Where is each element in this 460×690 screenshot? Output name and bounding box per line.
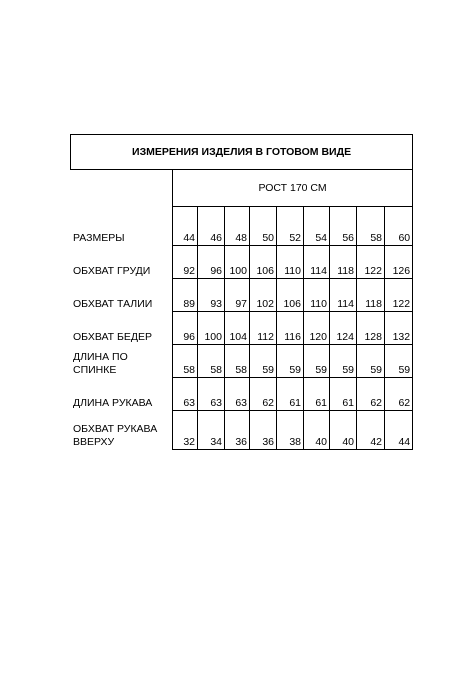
table-cell: 38 [277, 411, 304, 450]
table-cell: 59 [304, 345, 330, 378]
table-cell: 59 [385, 345, 413, 378]
table-cell: 40 [330, 411, 357, 450]
table-cell: 118 [357, 279, 385, 312]
table-cell: 102 [250, 279, 277, 312]
table-cell: 104 [225, 312, 250, 345]
table-cell: 63 [225, 378, 250, 411]
table-row [71, 246, 413, 279]
table-cell: 56 [330, 207, 357, 246]
table-cell: 50 [250, 207, 277, 246]
table-cell: 58 [225, 345, 250, 378]
table-cell: 62 [250, 378, 277, 411]
table-cell: 114 [330, 279, 357, 312]
table-cell: 126 [385, 246, 413, 279]
table-cell: 92 [173, 246, 198, 279]
table-cell: 40 [304, 411, 330, 450]
table-cell: 93 [198, 279, 225, 312]
table-cell: 122 [357, 246, 385, 279]
table-row [71, 207, 413, 246]
table-row [71, 378, 413, 411]
table-cell: 106 [250, 246, 277, 279]
table-cell: 62 [385, 378, 413, 411]
table-cell: 63 [198, 378, 225, 411]
table-cell: 52 [277, 207, 304, 246]
table-cell: 97 [225, 279, 250, 312]
table-cell: 118 [330, 246, 357, 279]
table-cell: 59 [250, 345, 277, 378]
table-cell: 61 [330, 378, 357, 411]
table-cell: 62 [357, 378, 385, 411]
table-cell: 44 [173, 207, 198, 246]
table-cell: 36 [225, 411, 250, 450]
row-label: ОБХВАТ РУКАВА ВВЕРХУ [71, 411, 173, 450]
row-label: ОБХВАТ ТАЛИИ [71, 279, 173, 312]
table-cell: 112 [250, 312, 277, 345]
table-row [71, 279, 413, 312]
table-cell: 100 [198, 312, 225, 345]
table-cell: 116 [277, 312, 304, 345]
table-cell: 59 [357, 345, 385, 378]
row-label: ДЛИНА ПО СПИНКЕ [71, 345, 173, 378]
table-cell: 61 [304, 378, 330, 411]
table-cell: 128 [357, 312, 385, 345]
table-cell: 42 [357, 411, 385, 450]
table-cell: 132 [385, 312, 413, 345]
table-cell: 60 [385, 207, 413, 246]
size-measurement-table [70, 134, 413, 450]
table-cell: 114 [304, 246, 330, 279]
table-cell: 120 [304, 312, 330, 345]
table-cell: 58 [173, 345, 198, 378]
table-title: ИЗМЕРЕНИЯ ИЗДЕЛИЯ В ГОТОВОМ ВИДЕ [71, 135, 413, 170]
table-row [71, 411, 413, 450]
table-cell: 59 [277, 345, 304, 378]
table-cell: 46 [198, 207, 225, 246]
table-row [71, 345, 413, 378]
table-cell: 110 [304, 279, 330, 312]
blank-corner-cell [71, 170, 173, 207]
row-label: ДЛИНА РУКАВА [71, 378, 173, 411]
table-cell: 96 [198, 246, 225, 279]
table-cell: 122 [385, 279, 413, 312]
table-cell: 54 [304, 207, 330, 246]
table-cell: 34 [198, 411, 225, 450]
row-label: ОБХВАТ ГРУДИ [71, 246, 173, 279]
table-cell: 124 [330, 312, 357, 345]
table-cell: 61 [277, 378, 304, 411]
table-cell: 106 [277, 279, 304, 312]
table-cell: 44 [385, 411, 413, 450]
row-label: ОБХВАТ БЕДЕР [71, 312, 173, 345]
table-row [71, 312, 413, 345]
table-cell: 36 [250, 411, 277, 450]
table-cell: 96 [173, 312, 198, 345]
table-cell: 58 [198, 345, 225, 378]
table-cell: 63 [173, 378, 198, 411]
height-label: РОСТ 170 СМ [173, 170, 413, 207]
table-cell: 32 [173, 411, 198, 450]
table-cell: 58 [357, 207, 385, 246]
table-cell: 59 [330, 345, 357, 378]
table-cell: 48 [225, 207, 250, 246]
table-cell: 100 [225, 246, 250, 279]
table-cell: 110 [277, 246, 304, 279]
row-label: РАЗМЕРЫ [71, 207, 173, 246]
table-cell: 89 [173, 279, 198, 312]
